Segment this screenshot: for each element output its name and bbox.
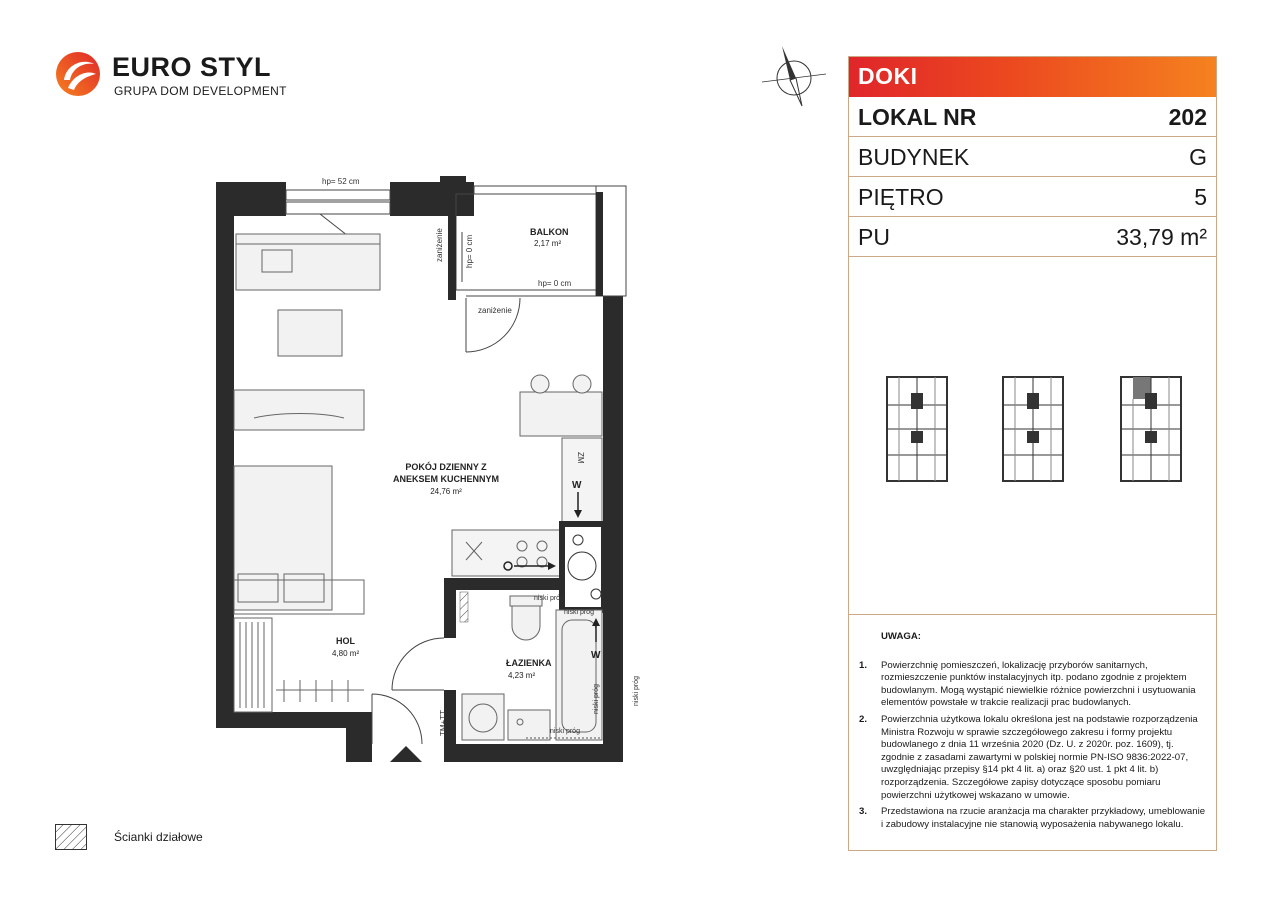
unit-number-row	[849, 97, 1216, 137]
brand-name: EURO STYL	[112, 52, 272, 82]
building-row	[849, 137, 1216, 177]
north-compass-icon	[758, 44, 828, 110]
hall-area: 4,80 m²	[332, 649, 360, 658]
entrance-door	[372, 694, 422, 762]
note-2-number: 2.	[859, 713, 868, 725]
usable-area-row	[849, 217, 1216, 257]
partition-wall	[460, 592, 468, 622]
brand-subtitle: GRUPA DOM DEVELOPMENT	[114, 84, 287, 98]
balcony-area: 2,17 m²	[534, 239, 562, 248]
note-1	[859, 660, 1209, 710]
wardrobe	[234, 618, 364, 712]
usable-area-value: 33,79 m²	[1116, 224, 1207, 250]
low-threshold-1: niski próg	[534, 595, 564, 602]
low-threshold-5: niski próg	[633, 676, 640, 706]
bathroom-name: ŁAZIENKA	[506, 658, 552, 668]
project-name: DOKI	[858, 63, 918, 89]
living-room-name-2: ANEKSEM KUCHENNYM	[392, 474, 500, 484]
flame-logo-icon	[54, 50, 102, 98]
euro-styl-logo	[54, 50, 287, 102]
project-header	[849, 57, 1216, 97]
notes-section	[859, 631, 1209, 835]
low-threshold-3: niski próg	[550, 728, 580, 735]
coffee-table	[278, 310, 342, 356]
bathroom-door	[392, 638, 444, 690]
w1-label: W	[572, 480, 582, 491]
building-value: G	[1189, 144, 1207, 170]
note-3-number: 3.	[859, 806, 868, 818]
hp-window-label: hp= 52 cm	[322, 177, 360, 186]
bathtub	[556, 610, 602, 740]
partition-legend-swatch	[55, 824, 87, 850]
floor-value: 5	[1194, 184, 1207, 210]
building-label: BUDYNEK	[858, 144, 970, 170]
bathroom-sink	[508, 710, 550, 740]
tm-tt-label: TM+TT	[439, 710, 448, 736]
tv-cabinet	[234, 390, 364, 430]
balcony-name: BALKON	[530, 227, 569, 237]
washing-machine	[462, 694, 504, 740]
hp-balcony-side-label: hp= 0 cm	[465, 234, 474, 268]
dining-table	[520, 375, 602, 436]
note-1-number: 1.	[859, 659, 868, 671]
hp-balcony-bottom-label: hp= 0 cm	[538, 279, 572, 288]
zm-label: ZM	[576, 452, 585, 464]
building-location-thumbnails	[849, 257, 1216, 615]
unit-number-value: 202	[1168, 104, 1207, 130]
building-thumbnail-1	[885, 375, 949, 483]
low-threshold-2: niski próg	[564, 609, 594, 616]
note-2-text: Powierzchnia użytkowa lokalu określona jest na podstawie rozporządzenia Ministra Rozwoju w sprawie szczegółowego zakresu i formy projektu budowlanego z dnia 11 września 2020 (Dz. U. z 2020r. poz. 1609), tj. zgodnie z zasadami zawartymi w polskiej normie PN-ISO 9836:2022-07, uwzględniając przepisy §14 pkt 4 lit. a) oraz §20 ust. 1 pkt 4 lit. b) rozporządzenia. Szczegółowe zapisy dotyczące sposobu pomiaru powierzchni użytkowej wskazano w umowie.	[881, 713, 1198, 801]
building-thumbnail-3-highlighted	[1119, 375, 1183, 483]
sofa	[236, 234, 380, 290]
usable-area-label: PU	[858, 224, 890, 250]
building-thumbnail-2	[1001, 375, 1065, 483]
note-3-text: Przedstawiona na rzucie aranżacja ma charakter przykładowy, umeblowanie i zabudowy instalacyjne nie stanowią wyposażenia nabywanego lokalu.	[881, 806, 1206, 830]
unit-number-label: LOKAL NR	[858, 104, 977, 130]
living-room-area: 24,76 m²	[430, 487, 462, 496]
hall-name: HOL	[336, 636, 355, 646]
living-room-name: POKÓJ DZIENNY Z	[405, 462, 487, 472]
w2-label: W	[591, 650, 601, 661]
floor-row	[849, 177, 1216, 217]
lowering-bottom-label: zaniżenie	[478, 306, 512, 315]
note-1-text: Powierzchnię pomieszczeń, lokalizację przyborów sanitarnych, rozmieszczenie punktów instalacyjnych itp. podano zgodnie z projektem budowlanym. Mogą wystąpić niewielkie różnice powierzchni i usytuowania elementów powstałe w trakcie realizacji prac budowlanych.	[881, 659, 1196, 709]
toilet	[510, 596, 542, 640]
info-panel	[848, 56, 1217, 851]
floor-label: PIĘTRO	[858, 184, 944, 210]
bed	[234, 466, 364, 614]
legend-label: Ścianki działowe	[114, 830, 203, 844]
lowering-left-label: zaniżenie	[435, 228, 444, 262]
notes-title: UWAGA:	[881, 631, 921, 642]
bathroom-area: 4,23 m²	[508, 671, 536, 680]
low-threshold-4: niski próg	[593, 684, 600, 714]
note-3	[859, 806, 1209, 831]
note-2	[859, 714, 1209, 802]
floor-plan	[200, 170, 660, 770]
